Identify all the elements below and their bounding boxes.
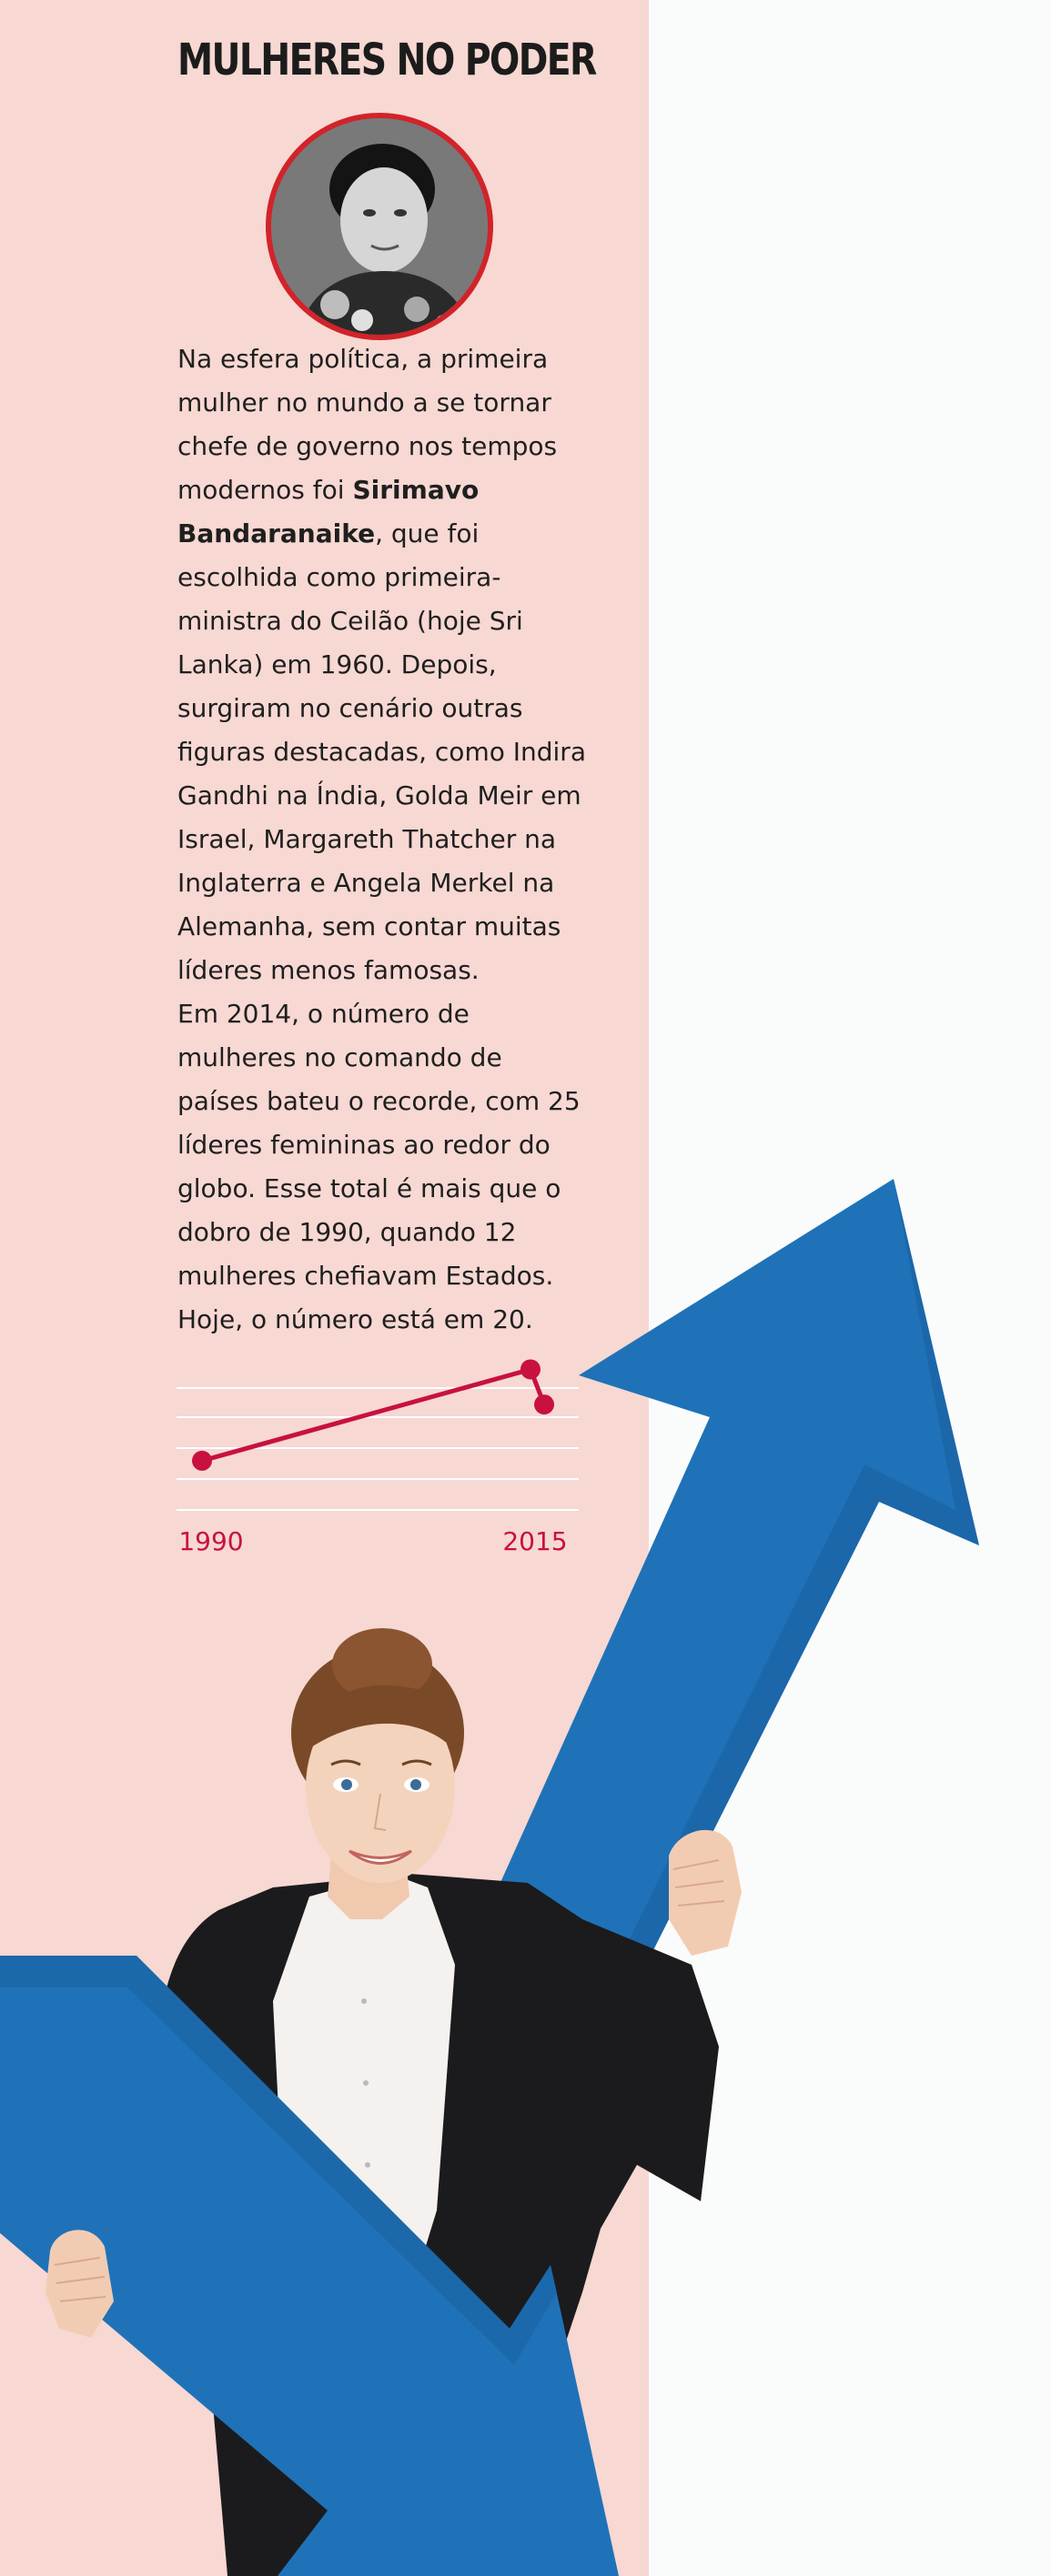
portrait-photo <box>266 113 493 340</box>
highlighted-name: Sirimavo Bandaranaike <box>177 475 480 548</box>
x-tick-label: 1990 <box>178 1526 244 1556</box>
paragraph-2: Em 2014, o número de mulheres no comando de países bateu o recorde, com 25 líderes femininas ao redor do globo. Esse total é mais que o dobro de 1990, quando 12 mulheres chefiavam Estados. Hoje, o número está em 20. <box>177 999 581 1334</box>
line-chart-svg <box>173 1337 582 1565</box>
data-point <box>534 1394 554 1414</box>
paragraph-1: Na esfera política, a primeira mulher no mundo a se tornar chefe de governo nos tempos modernos foi Sirimavo Bandaranaike, que foi escolhida como primeira-ministra do Ceilão (hoje Sri Lanka) em 1960. Depois, surgiram no cenário outras figuras destacadas, como Indira Gandhi na Índia, Golda Meir em Israel, Margareth Thatcher na Inglaterra e Angela Merkel na Alemanha, sem contar muitas líderes menos famosas. <box>177 344 586 985</box>
page-title: MULHERES NO PODER <box>177 35 596 86</box>
portrait-illustration <box>271 118 488 335</box>
series-line <box>202 1370 544 1461</box>
data-point <box>192 1451 212 1471</box>
x-tick-label: 2015 <box>502 1526 568 1556</box>
line-chart <box>173 1337 582 1565</box>
data-point <box>520 1359 541 1379</box>
